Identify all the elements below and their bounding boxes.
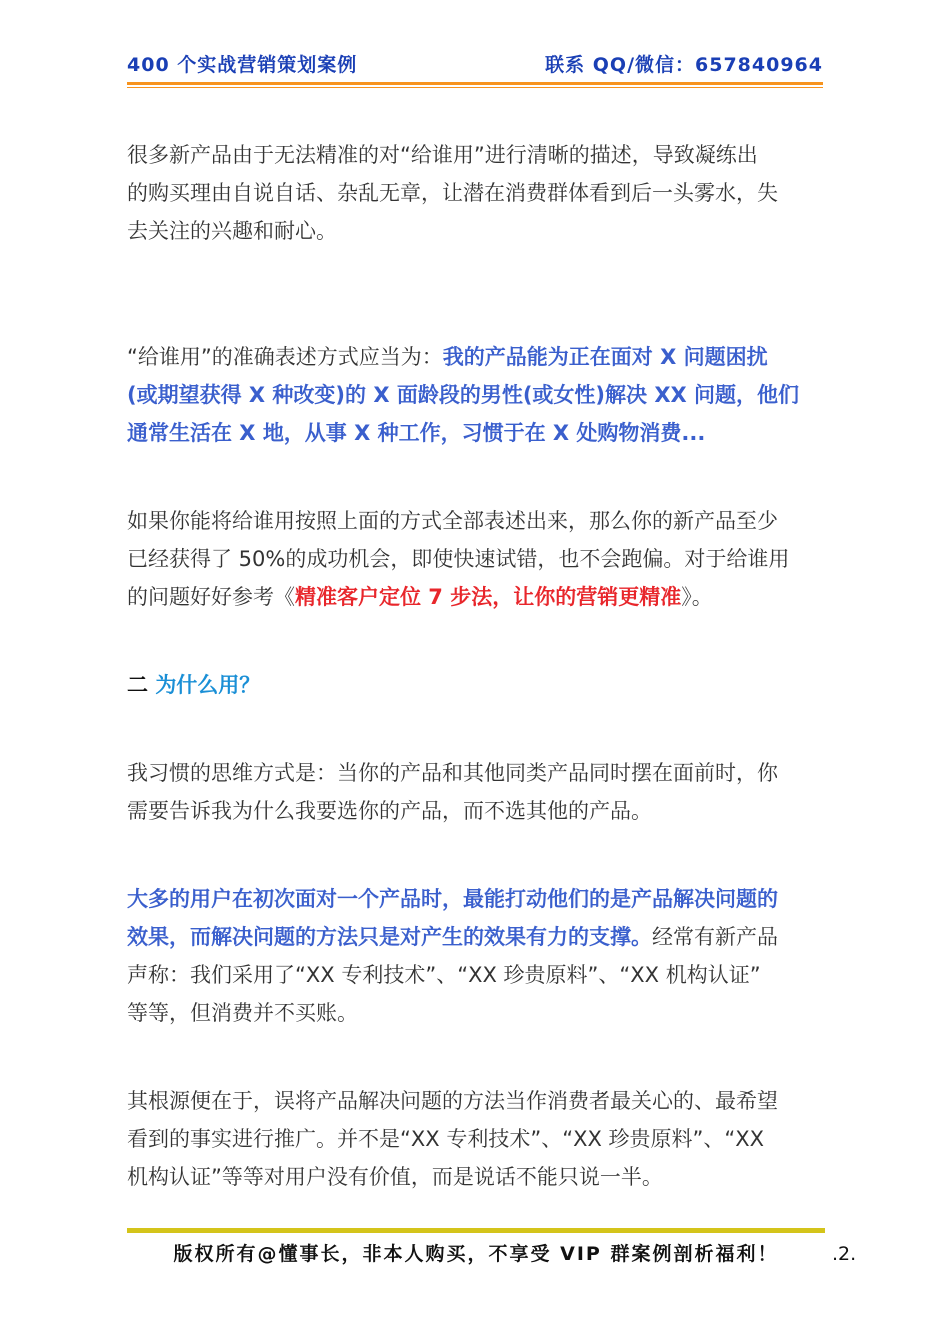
article-link-title: 精准客户定位 7 步法，让你的营销更精准 bbox=[295, 585, 682, 609]
spacer bbox=[127, 1032, 823, 1082]
footer-copyright: 版权所有@懂事长，非本人购买，不享受 VIP 群案例剖析福利！ bbox=[173, 1243, 779, 1265]
paragraph-line: 等等，但消费并不买账。 bbox=[127, 1001, 358, 1025]
header-title: 400 个实战营销策划案例 bbox=[127, 54, 358, 76]
text-plain: 》。 bbox=[681, 585, 713, 609]
paragraph-line bbox=[127, 918, 823, 956]
text-plain: 经常有新产品 bbox=[652, 925, 778, 949]
paragraph-line: 大多的用户在初次面对一个产品时，最能打动他们的是产品解决问题的 bbox=[127, 887, 778, 911]
header-contact: 联系 QQ/微信：657840964 bbox=[545, 54, 823, 76]
spacer bbox=[127, 250, 823, 338]
paragraph-5 bbox=[127, 880, 823, 1032]
section-title: 为什么用？ bbox=[155, 673, 261, 697]
paragraph-3 bbox=[127, 502, 823, 616]
paragraph-line: 看到的事实进行推广。并不是“XX 专利技术”、“XX 珍贵原料”、“XX bbox=[127, 1127, 765, 1151]
paragraph-line: 已经获得了 50%的成功机会，即使快速试错，也不会跑偏。对于给谁用 bbox=[127, 547, 790, 571]
paragraph-line bbox=[127, 338, 823, 376]
section-number: 二 bbox=[127, 673, 148, 697]
text-emphasis-blue: 我的产品能为正在面对 X 问题困扰 bbox=[442, 345, 768, 369]
footer-divider bbox=[127, 1228, 825, 1233]
paragraph-line: 去关注的兴趣和耐心。 bbox=[127, 219, 337, 243]
header-divider-thin bbox=[127, 87, 823, 88]
paragraph-line: 需要告诉我为什么我要选你的产品，而不选其他的产品。 bbox=[127, 799, 652, 823]
page-header bbox=[127, 52, 823, 92]
paragraph-line: 声称：我们采用了“XX 专利技术”、“XX 珍贵原料”、“XX 机构认证” bbox=[127, 963, 761, 987]
paragraph-line: 如果你能将给谁用按照上面的方式全部表述出来，那么你的新产品至少 bbox=[127, 509, 778, 533]
spacer bbox=[127, 616, 823, 666]
paragraph-line: 的购买理由自说自话、杂乱无章，让潜在消费群体看到后一头雾水，失 bbox=[127, 181, 778, 205]
spacer bbox=[127, 704, 823, 754]
spacer bbox=[127, 830, 823, 880]
paragraph-4 bbox=[127, 754, 823, 830]
paragraph-line: 通常生活在 X 地，从事 X 种工作，习惯于在 X 处购物消费... bbox=[127, 421, 706, 445]
text-plain: 的问题好好参考《 bbox=[127, 585, 295, 609]
document-body bbox=[127, 136, 823, 1196]
paragraph-line bbox=[127, 578, 823, 616]
paragraph-line: (或期望获得 X 种改变)的 X 面龄段的男性(或女性)解决 XX 问题，他们 bbox=[127, 383, 800, 407]
paragraph-2 bbox=[127, 338, 823, 452]
header-divider bbox=[127, 82, 823, 85]
paragraph-line: 很多新产品由于无法精准的对“给谁用”进行清晰的描述，导致凝练出 bbox=[127, 143, 758, 167]
paragraph-line: 其根源便在于，误将产品解决问题的方法当作消费者最关心的、最希望 bbox=[127, 1089, 778, 1113]
spacer bbox=[127, 452, 823, 502]
paragraph-1 bbox=[127, 136, 823, 250]
text-plain: “给谁用”的准确表述方式应当为： bbox=[127, 345, 443, 369]
page-number: .2. bbox=[832, 1243, 857, 1265]
section-heading bbox=[127, 666, 823, 704]
paragraph-line: 我习惯的思维方式是：当你的产品和其他同类产品同时摆在面前时，你 bbox=[127, 761, 778, 785]
paragraph-6 bbox=[127, 1082, 823, 1196]
paragraph-line: 机构认证”等等对用户没有价值，而是说话不能只说一半。 bbox=[127, 1165, 663, 1189]
text-emphasis-blue: 效果，而解决问题的方法只是对产生的效果有力的支撑。 bbox=[127, 925, 652, 949]
